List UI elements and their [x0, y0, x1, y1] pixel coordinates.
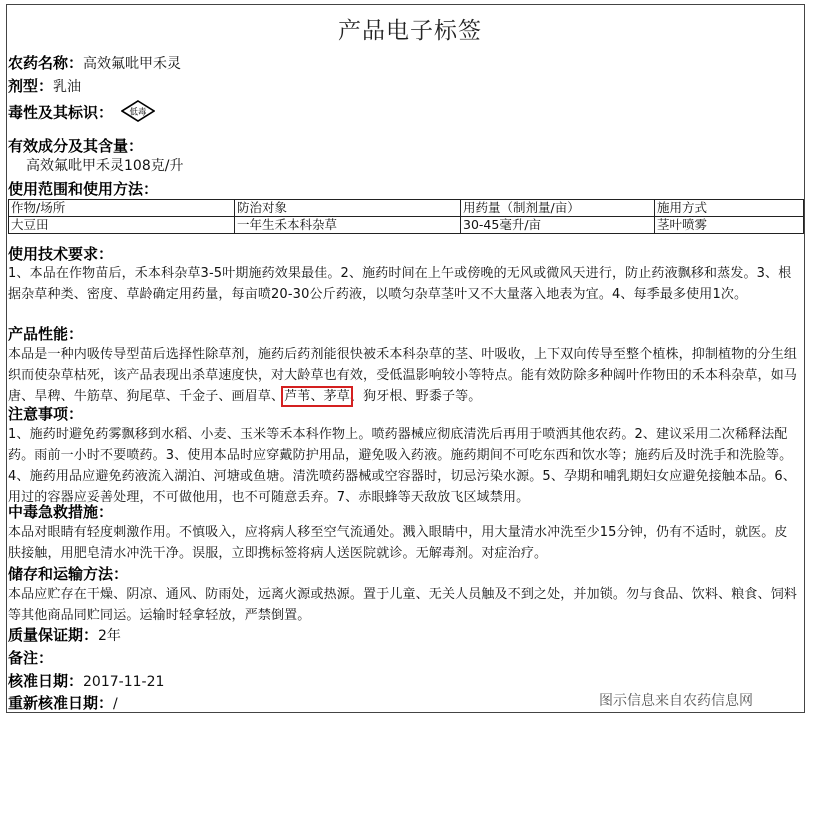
product-name-value: 高效氟吡甲禾灵 — [83, 56, 182, 72]
toxicity-badge-text: 低毒 — [129, 107, 147, 118]
active-ingredient-label: 有效成分及其含量： — [8, 137, 144, 155]
usage-table-cell: 大豆田 — [9, 217, 235, 234]
usage-table-header-row — [9, 200, 804, 217]
highlighted-weeds: 芦苇、茅草 — [284, 389, 350, 404]
toxicity-label: 毒性及其标识： — [8, 103, 114, 122]
first-aid-label: 中毒急救措施： — [8, 503, 114, 521]
usage-table-cell: 30-45毫升/亩 — [461, 217, 655, 234]
performance-text-before: 本品是一种内吸传导型苗后选择性除草剂，施药后药剂能很快被禾本科杂草的茎、叶吸收，上下双向传导至整个植株，抑制植物的分生组织而使杂草枯死，该产品表现出杀草速度快，对大龄草也有效，受低温影响较小等特点。能有效防除多种阔叶作物田的禾本科杂草，如马唐、旱稗、牛筋草、狗尾草、千金子、画眉草、 — [8, 347, 798, 404]
reapproval-date-label: 重新核准日期： — [8, 694, 114, 712]
source-note: 图示信息来自农药信息网 — [599, 693, 753, 709]
active-ingredient-label-row — [8, 137, 143, 156]
low-toxicity-badge-icon — [121, 100, 155, 127]
technical-text: 1、本品在作物苗后，禾本科杂草3-5叶期施药效果最佳。2、施药时间在上午或傍晚的无风或微风天进行，防止药液飘移和蒸发。3、根据杂草种类、密度、草龄确定用药量，每亩喷20-30公斤药液，以喷匀杂草茎叶又不大量落入地表为宜。4、每季最多使用1次。 — [8, 266, 792, 302]
page-title: 产品电子标签 — [338, 18, 482, 44]
formulation-row — [8, 77, 81, 96]
product-name-row — [8, 54, 181, 73]
approval-date-row — [8, 672, 164, 691]
approval-date-label: 核准日期： — [8, 672, 84, 690]
table-row — [9, 217, 804, 234]
reapproval-date-value: / — [113, 696, 118, 712]
formulation-label: 剂型： — [8, 77, 54, 95]
precautions-text: 1、施药时避免药雾飘移到水稻、小麦、玉米等禾本科作物上。喷药器械应彻底清洗后再用于喷洒其他农药。2、建议采用二次稀释法配药。雨前一小时不要喷药。3、使用本品时应穿戴防护用品，避免吸入药液。施药期间不可吃东西和饮水等；施药后及时洗手和洗脸等。4、施药用品应避免药液流入湖泊、河塘或鱼塘。清洗喷药器械或空容器时，切忌污染水源。5、孕期和哺乳期妇女应避免接触本品。6、用过的容器应妥善处理，不可做他用，也不可随意丢弃。7、赤眼蜂等天敌放飞区域禁用。 — [8, 427, 796, 505]
warranty-row — [8, 626, 121, 645]
warranty-value: 2年 — [98, 628, 121, 644]
usage-table-header: 用药量（制剂量/亩） — [461, 200, 655, 217]
usage-table-header: 施用方式 — [655, 200, 804, 217]
performance-text — [8, 344, 798, 407]
reapproval-date-row — [8, 694, 118, 713]
usage-table-cell: 茎叶喷雾 — [655, 217, 804, 234]
performance-label: 产品性能： — [8, 325, 84, 343]
formulation-value: 乳油 — [53, 79, 82, 95]
usage-table-header: 防治对象 — [235, 200, 461, 217]
performance-text-after: 、狗牙根、野黍子等。 — [349, 389, 482, 404]
product-name-label: 农药名称： — [8, 54, 84, 72]
technical-label: 使用技术要求： — [8, 245, 114, 263]
approval-date-value: 2017-11-21 — [83, 674, 165, 690]
remarks-label: 备注： — [8, 649, 54, 667]
warranty-label: 质量保证期： — [8, 626, 99, 644]
storage-label: 储存和运输方法： — [8, 565, 129, 583]
usage-table — [8, 199, 804, 234]
active-ingredient-value: 高效氟吡甲禾灵108克/升 — [26, 158, 184, 174]
precautions-label: 注意事项： — [8, 405, 84, 423]
storage-text: 本品应贮存在干燥、阴凉、通风、防雨处，远离火源或热源。置于儿童、无关人员触及不到之处，并加锁。勿与食品、饮料、粮食、饲料等其他商品同贮同运。运输时轻拿轻放，严禁倒置。 — [8, 587, 798, 623]
usage-table-header: 作物/场所 — [9, 200, 235, 217]
first-aid-text: 本品对眼睛有轻度刺激作用。不慎吸入，应将病人移至空气流通处。溅入眼睛中，用大量清水冲洗至少15分钟，仍有不适时，就医。皮肤接触，用肥皂清水冲洗干净。误服，立即携标签将病人送医院就诊。无解毒剂。对症治疗。 — [8, 525, 788, 561]
usage-table-cell: 一年生禾本科杂草 — [235, 217, 461, 234]
remarks-row — [8, 649, 53, 668]
usage-scope-label: 使用范围和使用方法： — [8, 180, 159, 198]
toxicity-row — [8, 100, 155, 127]
